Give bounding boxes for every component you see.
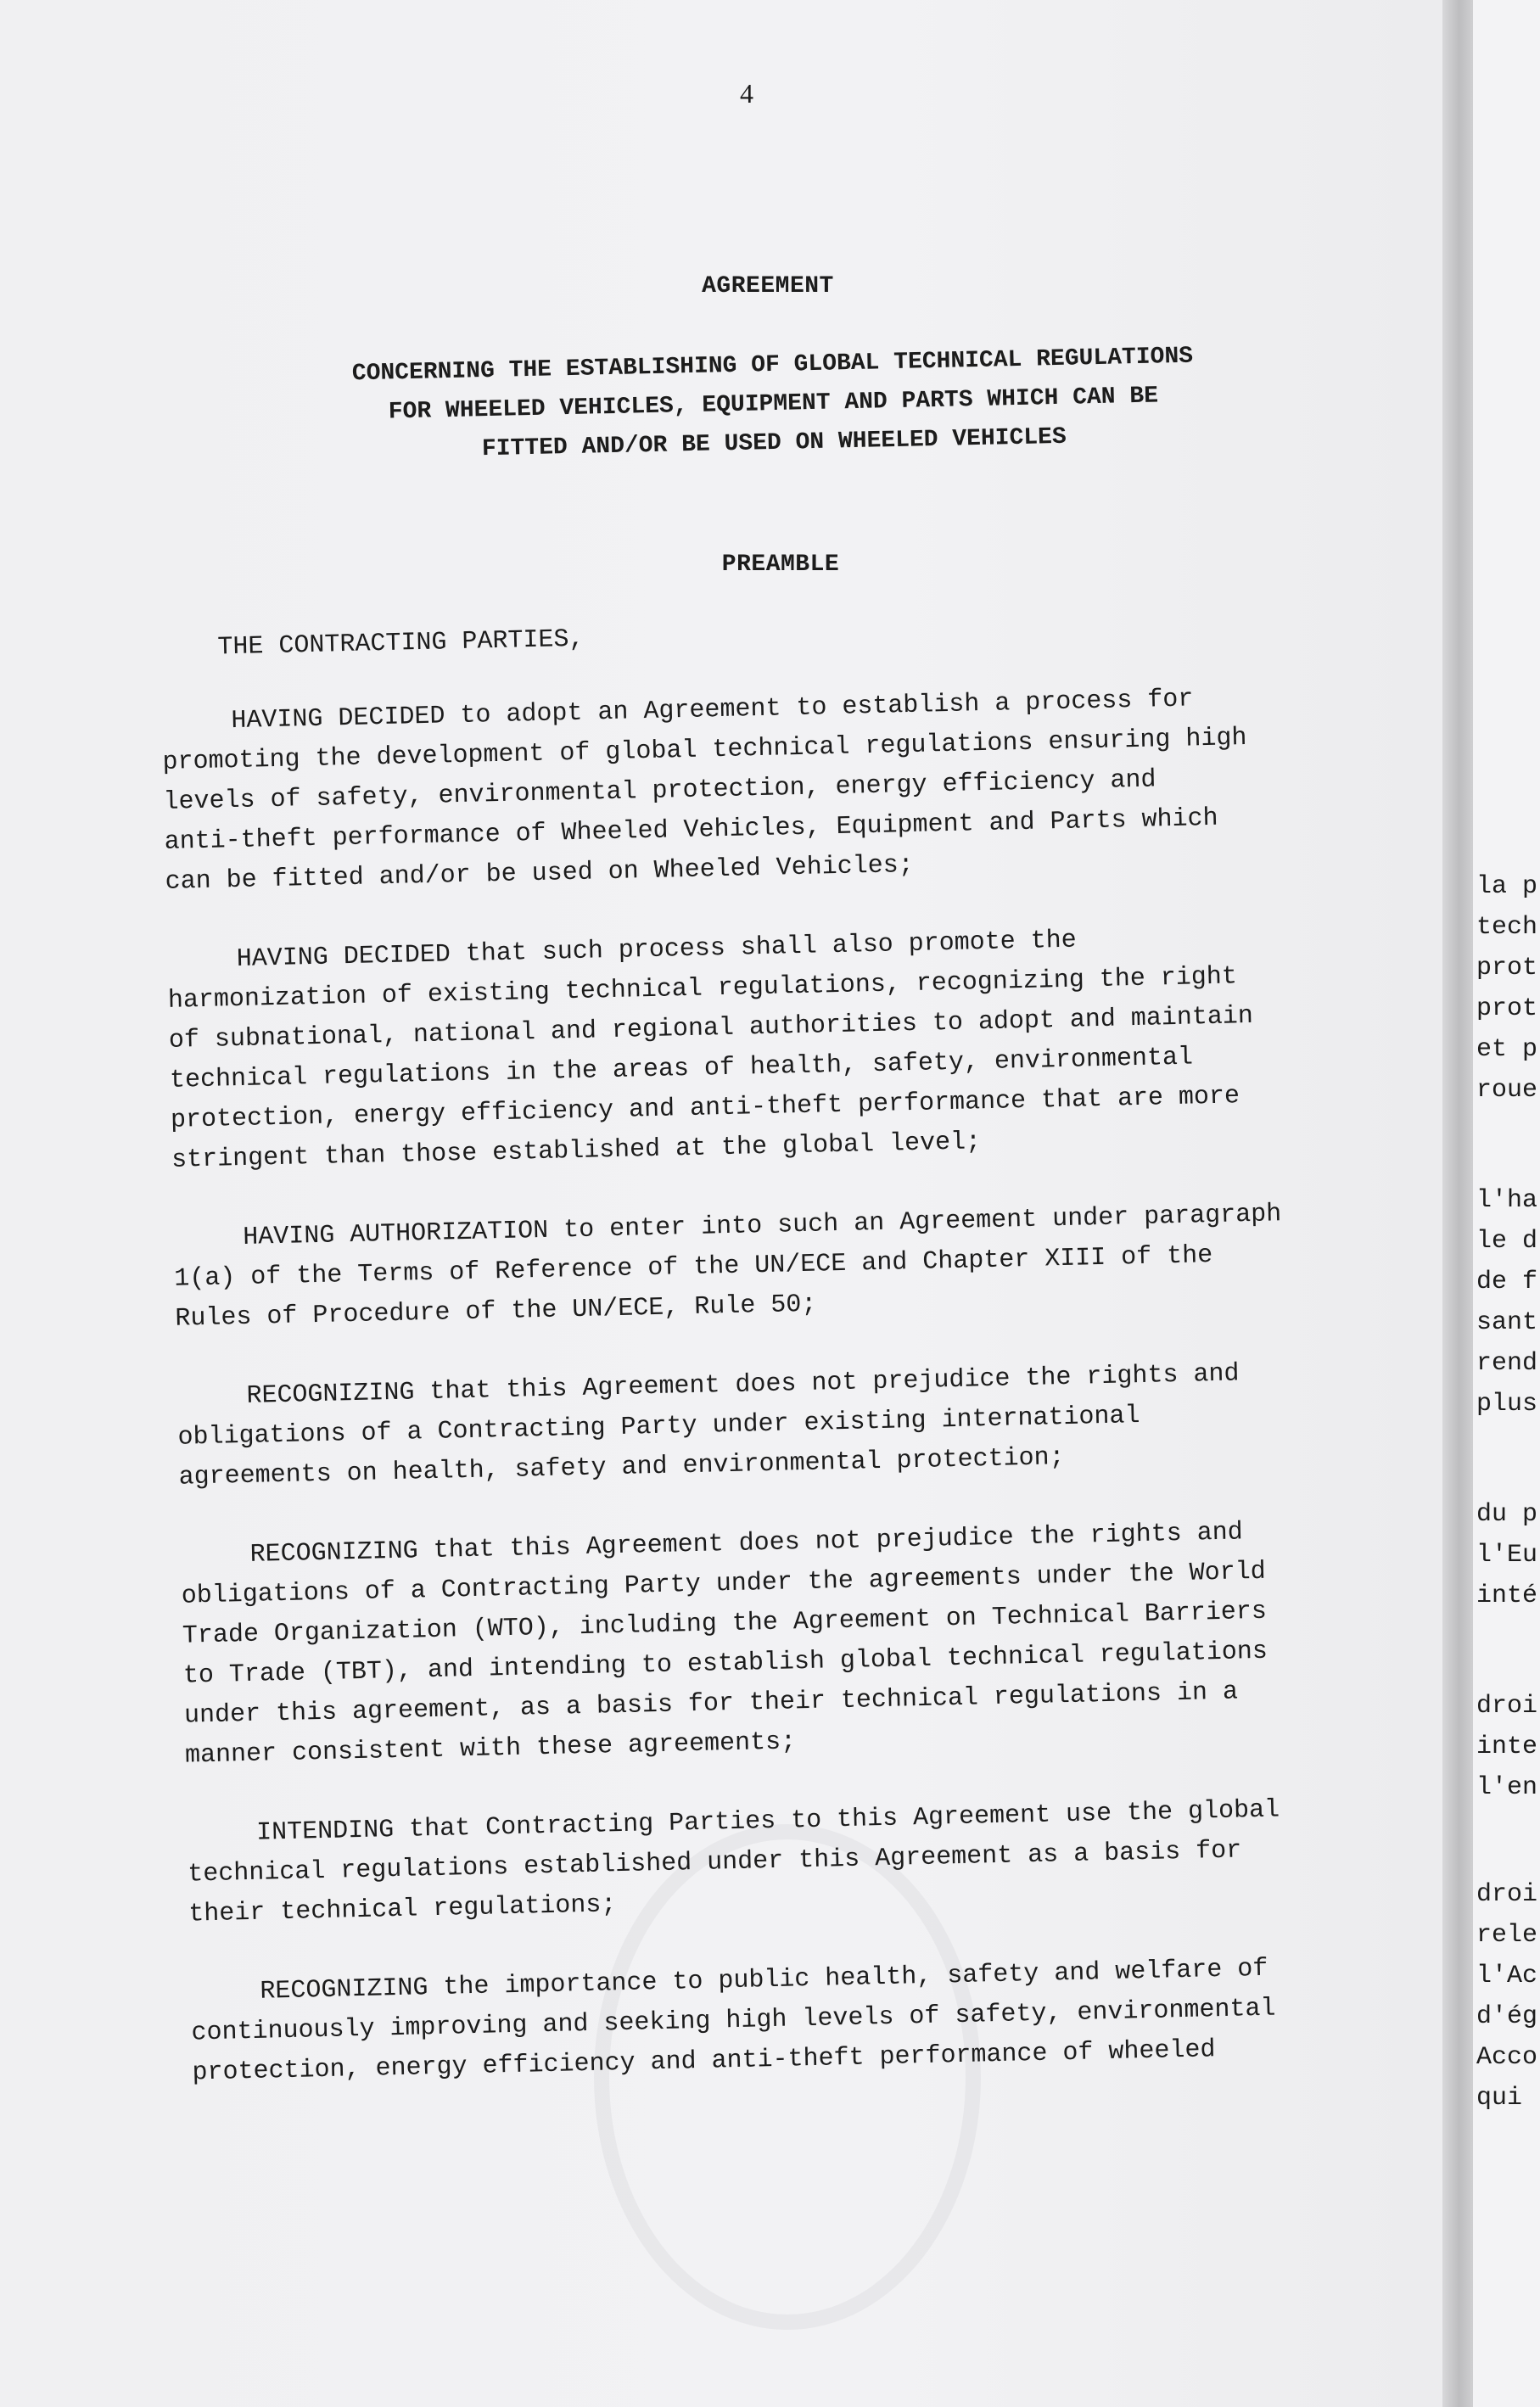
facing-page-text-fragment: le d (1476, 1227, 1538, 1256)
facing-page-text-fragment: rend (1476, 1349, 1538, 1378)
paragraph-line: can be fitted and/or be used on Wheeled Vehicles; (165, 850, 915, 897)
document-subtitle (221, 334, 1326, 474)
facing-page-text-fragment: l'ha (1476, 1186, 1538, 1215)
paragraph-line: manner consistent with these agreements; (184, 1727, 797, 1771)
document-title: AGREEMENT (702, 273, 834, 299)
page-number: 4 (740, 78, 753, 109)
preamble-body (160, 601, 1466, 2133)
facing-page-text-fragment: qui (1476, 2084, 1523, 2113)
paragraph-line: agreements on health, safety and environmental protection; (178, 1443, 1065, 1492)
paragraph-line: HAVING DECIDED that such process shall also promote the (236, 926, 1078, 975)
facing-page-text-fragment: de f (1476, 1268, 1538, 1296)
facing-page-text-fragment: Acco (1476, 2043, 1538, 2072)
paragraph-line: promoting the development of global technical regulations ensuring high (162, 723, 1247, 777)
paragraph (166, 913, 1444, 1181)
facing-page-text-fragment: la p (1476, 872, 1538, 901)
facing-page-text-fragment: prot (1476, 994, 1538, 1023)
facing-page-text-fragment: droi (1476, 1692, 1538, 1721)
paragraph-line: technical regulations in the areas of health, safety, environmental (169, 1043, 1194, 1095)
paragraph-line: continuously improving and seeking high levels of safety, environmental (191, 1994, 1276, 2048)
paragraph-line: to Trade (TBT), and intending to establish global technical regulations (182, 1637, 1268, 1691)
facing-page-text-fragment: et p (1476, 1035, 1538, 1064)
subtitle-line: CONCERNING THE ESTABLISHING OF GLOBAL TECHNICAL REGULATIONS (351, 343, 1194, 388)
subtitle-line: FOR WHEELED VEHICLES, EQUIPMENT AND PARTS WHICH CAN BE (388, 383, 1159, 426)
paragraph-line: INTENDING that Contracting Parties to this Agreement use the global (255, 1795, 1280, 1848)
paragraph-line: HAVING DECIDED to adopt an Agreement to establish a process for (231, 685, 1194, 736)
paragraph-line: 1(a) of the Terms of Reference of the UN/ECE and Chapter XIII of the (173, 1241, 1213, 1294)
address-line (217, 601, 1433, 668)
facing-page-text-fragment: sant (1476, 1308, 1538, 1337)
facing-page-text-fragment: rele (1476, 1921, 1538, 1950)
facing-page-text-fragment: tech (1476, 913, 1538, 942)
paragraph-line: protection, energy efficiency and anti-theft performance that are more (170, 1082, 1240, 1135)
facing-page-text-fragment: roue (1476, 1076, 1538, 1105)
paragraph (190, 1945, 1465, 2094)
facing-page-text-fragment: plus (1476, 1390, 1538, 1419)
address-text: THE CONTRACTING PARTIES, (217, 624, 585, 663)
paragraph (176, 1350, 1452, 1498)
paragraph-line: Trade Organization (WTO), including the Agreement on Technical Barriers (182, 1597, 1268, 1651)
paragraph (180, 1509, 1458, 1777)
paragraph-line: HAVING AUTHORIZATION to enter into such an Agreement under paragraph (242, 1200, 1282, 1252)
facing-page-text-fragment: inte (1476, 1732, 1538, 1761)
facing-page-text-fragment: l'en (1476, 1773, 1538, 1802)
facing-page-text-fragment: d'ég (1476, 2002, 1538, 2031)
paragraph-line: harmonization of existing technical regulations, recognizing the right (167, 962, 1238, 1016)
facing-page-text-fragment: l'Ac (1476, 1962, 1538, 1990)
facing-page-text-fragment: du p (1476, 1500, 1538, 1529)
paragraph-line: RECOGNIZING that this Agreement does not prejudice the rights and (249, 1518, 1244, 1570)
book-spine-fold (1442, 0, 1473, 2407)
paragraph-line: their technical regulations; (188, 1890, 617, 1929)
facing-page-text-fragment: droi (1476, 1880, 1538, 1909)
paragraph-line: obligations of a Contracting Party under the agreements under the World (181, 1557, 1267, 1611)
facing-page-text-fragment: l'Eu (1476, 1541, 1538, 1570)
paragraph-line: RECOGNIZING the importance to public health, safety and welfare of (260, 1954, 1268, 2007)
section-heading: PREAMBLE (721, 551, 840, 578)
paragraph-line: obligations of a Contracting Party under existing international (177, 1402, 1140, 1453)
paragraph-line: of subnational, national and regional authorities to adopt and maintain (168, 1001, 1254, 1055)
paragraph (173, 1191, 1448, 1340)
paragraph-line: protection, energy efficiency and anti-theft performance of wheeled (192, 2035, 1216, 2088)
facing-page-text-fragment: inté (1476, 1581, 1538, 1610)
paragraph-line: anti-theft performance of Wheeled Vehicles, Equipment and Parts which (164, 803, 1218, 857)
paragraph-line: stringent than those established at the global level; (171, 1128, 982, 1175)
paragraph (161, 675, 1438, 903)
paragraph-line: RECOGNIZING that this Agreement does not prejudice the rights and (246, 1359, 1240, 1411)
paragraph-line: levels of safety, environmental protection, energy efficiency and (163, 765, 1156, 817)
paragraph-line: technical regulations established under this Agreement as a basis for (187, 1836, 1242, 1889)
paragraph-line: Rules of Procedure of the UN/ECE, Rule 50; (175, 1290, 817, 1334)
subtitle-line: FITTED AND/OR BE USED ON WHEELED VEHICLES (481, 423, 1067, 463)
paragraph-line: under this agreement, as a basis for their technical regulations in a (183, 1677, 1239, 1731)
paragraph (187, 1787, 1462, 1935)
facing-page-text-fragment: prot (1476, 954, 1538, 982)
